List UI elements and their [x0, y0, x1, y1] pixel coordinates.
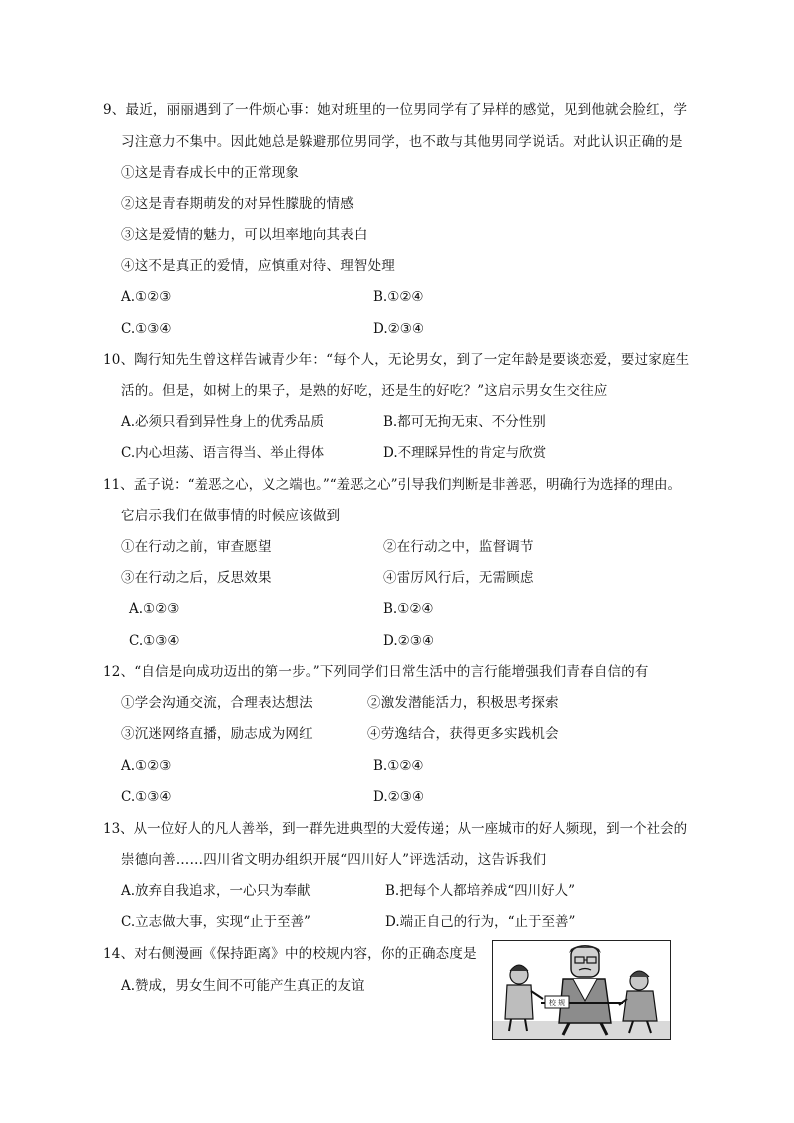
q11-item-3: ③在行动之后，反思效果: [121, 570, 272, 586]
q9-item-3: ③这是爱情的魅力，可以坦率地向其表白: [121, 227, 368, 243]
q10-option-d: D.不理睬异性的肯定与欣赏: [383, 445, 547, 461]
cartoon-teacher: [559, 945, 611, 1035]
q13-option-b: B.把每个人都培养成“四川好人”: [385, 883, 576, 899]
q12-option-c: C.①③④: [121, 789, 172, 805]
q13-option-d: D.端正自己的行为，“止于至善”: [385, 914, 576, 930]
q10-option-c: C.内心坦荡、语言得当、举止得体: [121, 445, 325, 461]
q11-item-2: ②在行动之中，监督调节: [383, 539, 534, 555]
q12-option-b: B.①②④: [373, 758, 424, 774]
q12-option-a: A.①②③: [121, 758, 172, 774]
cartoon-keep-distance: [492, 940, 671, 1040]
q11-item-1: ①在行动之前，审查愿望: [121, 539, 272, 555]
q11-item-4: ④雷厉风行后，无需顾虑: [383, 570, 534, 586]
q9-item-1: ①这是青春成长中的正常现象: [121, 165, 300, 181]
q13-option-a: A.放弃自我追求，一心只为奉献: [121, 883, 311, 899]
q10-option-a: A.必须只看到异性身上的优秀品质: [121, 414, 325, 430]
q12-item-4: ④劳逸结合，获得更多实践机会: [367, 726, 559, 742]
q9-item-2: ②这是青春期萌发的对异性朦胧的情感: [121, 196, 354, 212]
q9-option-c: C.①③④: [121, 321, 172, 337]
q11-option-d: D.②③④: [383, 633, 434, 649]
q9-option-d: D.②③④: [373, 321, 424, 337]
q12-option-d: D.②③④: [373, 789, 424, 805]
cartoon-sign-text: 校 规: [548, 999, 566, 1007]
q12-item-1: ①学会沟通交流，合理表达想法: [121, 695, 313, 711]
q10-stem-line-1: 10、陶行知先生曾这样告诫青少年：“每个人，无论男女，到了一定年龄是要谈恋爱，要过家庭生: [103, 352, 690, 368]
q12-item-3: ③沉迷网络直播，励志成为网红: [121, 726, 313, 742]
q9-item-4: ④这不是真正的爱情，应慎重对待、理智处理: [121, 258, 395, 274]
q11-option-b: B.①②④: [383, 601, 434, 617]
q9-stem-line-1: 9、最近，丽丽遇到了一件烦心事：她对班里的一位男同学有了异样的感觉，见到他就会脸红，学: [103, 102, 688, 118]
q13-stem-line-1: 13、从一位好人的凡人善举，到一群先进典型的大爱传递；从一座城市的好人频现，到一个社会的: [103, 821, 688, 837]
cartoon-ground: [493, 1021, 670, 1039]
q12-stem-line-1: 12、“自信是向成功迈出的第一步。”下列同学们日常生活中的言行能增强我们青春自信的有: [103, 664, 649, 680]
q11-option-a: A.①②③: [129, 601, 180, 617]
q13-option-c: C.立志做大事，实现“止于至善”: [121, 914, 311, 930]
cartoon-image: [493, 941, 670, 1039]
q12-item-2: ②激发潜能活力，积极思考探索: [367, 695, 559, 711]
q14-stem-line-1: 14、对右侧漫画《保持距离》中的校规内容，你的正确态度是: [103, 946, 477, 962]
q10-stem-line-2: 活的。但是，如树上的果子，是熟的好吃，还是生的好吃？”这启示男女生交往应: [121, 383, 608, 399]
q13-stem-line-2: 崇德向善……四川省文明办组织开展“四川好人”评选活动，这告诉我们: [121, 852, 547, 868]
q9-option-a: A.①②③: [121, 289, 172, 305]
q11-stem-line-1: 11、孟子说：“羞恶之心，义之端也。”“羞恶之心”引导我们判断是非善恶，明确行为选择的理由。: [103, 477, 682, 493]
q14-option-a: A.赞成，男女生间不可能产生真正的友谊: [121, 978, 365, 994]
q11-option-c: C.①③④: [129, 633, 180, 649]
q9-option-b: B.①②④: [373, 289, 424, 305]
q9-stem-line-2: 习注意力不集中。因此她总是躲避那位男同学，也不敢与其他男同学说话。对此认识正确的是: [121, 134, 683, 150]
q11-stem-line-2: 它启示我们在做事情的时候应该做到: [121, 508, 341, 524]
q10-option-b: B.都可无拘无束、不分性别: [383, 414, 546, 430]
